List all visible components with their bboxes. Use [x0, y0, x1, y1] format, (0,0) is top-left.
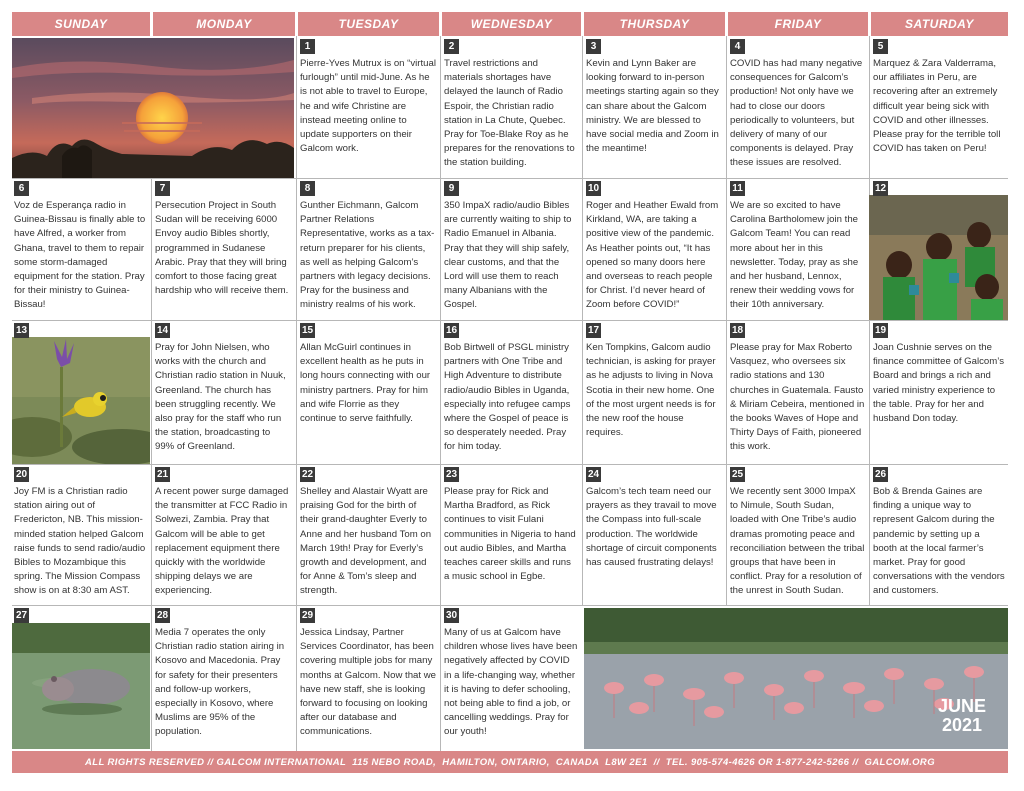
day-text: Galcom’s tech team need our prayers as they travail to move the Compass into full-scale production. The worldwide shortage of circuit components has caused frustrating delays!: [586, 486, 717, 569]
day-cell: [584, 465, 725, 605]
day-cell: [298, 606, 439, 751]
month-label: JUNE: [937, 696, 986, 716]
bird-flower-photo: [12, 337, 150, 464]
day-number: 15: [301, 325, 314, 336]
day-cell: [12, 321, 151, 339]
day-text: COVID has had many negative consequences for Galcom’s production! Not only have we had to close our doors periodically to volunteers, but delivery of many of our components is delayed. Pray these issues are resolved.: [730, 58, 863, 169]
grid-line: [440, 36, 441, 751]
day-number: 10: [587, 183, 600, 194]
day-text: Shelley and Alastair Wyatt are praising God for the birth of their grand-daughter Everly to Anne and her husband Tom on March 19th! Pray for Everly’s growth and development, and for Anne & Tom’s sleep and strength.: [300, 486, 432, 597]
day-cell: [442, 37, 581, 178]
grid-line: [296, 36, 297, 751]
hippo-photo: [12, 623, 150, 749]
day-number: 2: [444, 39, 459, 54]
day-cell: [442, 465, 581, 605]
day-text: Bob & Brenda Gaines are finding a unique way to represent Galcom during the pandemic by setting up a booth at the local farmer’s market. Pray for good conversations with the vendors and customers.: [873, 486, 1005, 597]
day-text: Please pray for Rick and Martha Bradford, as Rick continues to visit Fulani communities in Nigeria to hand out audio Bibles, and Martha teaches career skills and runs a music school in Egbe.: [444, 486, 576, 583]
year-label: 2021: [941, 715, 983, 735]
header-monday: MONDAY: [153, 12, 295, 36]
header-thursday: THURSDAY: [584, 12, 725, 36]
day-cell: [584, 321, 725, 464]
day-number: 25: [731, 469, 744, 480]
grid-line: [151, 178, 152, 751]
day-text: Kevin and Lynn Baker are looking forward to in-person meetings starting again so they can share about the Galcom ministry. We are blessed to have social media and Zoom in the meantime!: [586, 58, 719, 155]
day-text: 350 ImpaX radio/audio Bibles are currently waiting to ship to Radio Emanuel in Albania. Pray that they will ship safely, clear customs, and that the Lord will use them to reach many Albanians with the Gospel.: [444, 200, 572, 311]
day-number: 8: [300, 181, 315, 196]
day-text: Joan Cushnie serves on the finance committee of Galcom’s Board and brings a rich and varied ministry experience to the table. Pray for her and husband Don today.: [873, 342, 1004, 425]
day-cell: [298, 37, 439, 178]
day-text: Please pray for Max Roberto Vasquez, who oversees six radio stations and 130 churches in Guatemala. Fausto & Miriam Cebeira, mentioned in the books Waves of Hope and Thirty Days of Faith, pioneered this work.: [730, 342, 865, 453]
day-text: Voz de Esperança radio in Guinea-Bissau is finally able to have Alfred, a worker from Ghana, travel to them to repair some storm-damaged equipment for the station. Pray for their ministry to Guinea-Bissau!: [14, 200, 146, 311]
day-text: Roger and Heather Ewald from Kirkland, WA, are taking a positive view of the pandemic. As Heather points out, “It has opened so many doors here and overseas to reach people for Christ. I’d never heard of Zoom before COVID!”: [586, 200, 719, 311]
day-cell: [871, 321, 1008, 464]
grid-line: [726, 36, 727, 606]
day-cell: [728, 179, 868, 320]
day-number: 27: [15, 610, 28, 621]
day-cell: [12, 179, 151, 320]
day-number: 14: [156, 325, 169, 336]
day-number: 6: [14, 181, 29, 196]
day-text: Travel restrictions and materials shortages have delayed the launch of Radio Espoir, the Christian radio station in La Chute, Quebec. Pray for Toe-Blake Roy as he prepares for the renovations to the station building.: [444, 58, 575, 169]
header-friday: FRIDAY: [728, 12, 868, 36]
day-cell: [298, 321, 439, 464]
day-number: 19: [874, 325, 887, 336]
day-number: 16: [445, 325, 458, 336]
header-saturday: SATURDAY: [871, 12, 1008, 36]
day-text: Jessica Lindsay, Partner Services Coordinator, has been covering multiple jobs for many months at Galcom. Now that we have new staff, she is looking forward to focusing on looking after our database and communications.: [300, 627, 436, 738]
day-number: 20: [15, 469, 28, 480]
day-text: Joy FM is a Christian radio station airing out of Fredericton, NB. This mission-minded station helped Galcom raise funds to send radio/audio Bibles to Mozambique this spring. The Mission Compass show is on at 8:30 am AST.: [14, 486, 146, 597]
day-number: 11: [730, 181, 745, 196]
day-text: Pray for John Nielsen, who works with the church and Christian radio station in Nuuk, Greenland. The church has been struggling recently. We also pray for the staff who run the station, broadcasting to 99% of Greenland.: [155, 342, 286, 453]
day-number: 9: [444, 181, 459, 196]
children-photo: [869, 195, 1008, 320]
day-text: Marquez & Zara Valderrama, our affiliates in Peru, are recovering after an extremely difficult year being sick with COVID and other illnesses. Please pray for the terrible toll COVID has taken on Peru!: [873, 58, 1001, 155]
day-number: 29: [301, 610, 314, 621]
day-text: Gunther Eichmann, Galcom Partner Relations Representative, works as a tax-return preparer for his clients, as well as helping Galcom’s partners with legacy decisions. Pray for the business and ministry realms of his work.: [300, 200, 435, 311]
day-text: Ken Tompkins, Galcom audio technician, is asking for prayer as he adjusts to living in Nova Scotia in their new home. One of the most urgent needs is for the new roof the house requires.: [586, 342, 716, 439]
sunset-photo: [12, 38, 294, 178]
day-number: 28: [156, 610, 169, 621]
day-cell: [153, 465, 295, 605]
day-number: 26: [874, 469, 887, 480]
day-number: 1: [300, 39, 315, 54]
day-number: 7: [155, 181, 170, 196]
day-text: Allan McGuirl continues in excellent health as he puts in long hours connecting with our ministry partners. Pray for him and wife Florrie as they continue to serve faithfully.: [300, 342, 431, 425]
day-number: 30: [445, 610, 458, 621]
day-text: We are so excited to have Carolina Bartholomew join the Galcom Team! You can read more about her in this newsletter. Today, pray as she and her husband, Lennox, renew their wedding vows for their 10th anniversary.: [730, 200, 859, 311]
day-cell: [871, 37, 1008, 178]
day-cell: [584, 179, 725, 320]
day-text: A recent power surge damaged the transmitter at FCC Radio in Solwezi, Zambia. Pray that Galcom will be able to get replacement equipment there quickly with the worldwide shipping delays we are experiencing.: [155, 486, 289, 597]
grid-line: [869, 36, 870, 606]
day-cell: [728, 37, 868, 178]
day-number: 21: [156, 469, 169, 480]
day-text: Pierre-Yves Mutrux is on “virtual furlough” until mid-June. As he is not able to travel to Europe, he and wife Christine are instead meeting online to update supporters on their Galcom work.: [300, 58, 436, 155]
day-number: 12: [874, 183, 887, 194]
day-number: 23: [445, 469, 458, 480]
day-cell: [442, 606, 581, 751]
header-tuesday: TUESDAY: [298, 12, 439, 36]
month-year-label: [938, 697, 986, 735]
day-cell: [871, 179, 1008, 197]
day-number: 4: [730, 39, 745, 54]
day-cell: [728, 465, 868, 605]
day-text: Bob Birtwell of PSGL ministry partners with One Tribe and High Adventure to distribute radio/audio Bibles in Uganda, especially into refugee camps where the Gospel of peace is so desperately needed. Pray for him today.: [444, 342, 571, 453]
day-number: 22: [301, 469, 314, 480]
header-sunday: SUNDAY: [12, 12, 150, 36]
day-cell: [871, 465, 1008, 605]
day-cell: [728, 321, 868, 464]
day-number: 3: [586, 39, 601, 54]
grid-line: [582, 36, 583, 606]
day-text: We recently sent 3000 ImpaX to Nimule, South Sudan, loaded with One Tribe’s audio dramas promoting peace and reconciliation between the tribal groups that have been in conflict. Pray for a resolution of the unrest in South Sudan.: [730, 486, 865, 597]
day-number: 5: [873, 39, 888, 54]
day-number: 24: [587, 469, 600, 480]
day-text: Persecution Project in South Sudan will be receiving 6000 Envoy audio Bibles shortly, programmed in Sudanese Arabic. Pray that they will bring comfort to those facing great hardship who will receive them.: [155, 200, 289, 297]
day-cell: [584, 37, 725, 178]
day-number: 13: [15, 325, 28, 336]
day-cell: [153, 606, 295, 751]
day-cell: [442, 321, 581, 464]
header-wednesday: WEDNESDAY: [442, 12, 581, 36]
day-cell: [153, 321, 295, 464]
flamingo-photo: [584, 608, 1008, 749]
day-cell: [12, 606, 151, 624]
day-cell: [298, 179, 439, 320]
day-number: 18: [731, 325, 744, 336]
day-cell: [153, 179, 295, 320]
day-text: Media 7 operates the only Christian radio station airing in Kosovo and Macedonia. Pray for safety for their presenters and follow-up workers, especially in Kosovo, where Muslims are 95% of the population.: [155, 627, 285, 738]
footer-bar: ALL RIGHTS RESERVED // GALCOM INTERNATIONAL 115 NEBO ROAD, HAMILTON, ONTARIO, CANADA L8W 2E1 // TEL. 905-574-4626 OR 1-877-242-5266 // GALCOM.ORG: [12, 751, 1008, 773]
day-cell: [298, 465, 439, 605]
day-text: Many of us at Galcom have children whose lives have been negatively affected by COVID in a life-changing way, whether it is having to defer schooling, not being able to find a job, or cancelling weddings. Pray for our youth!: [444, 627, 578, 738]
day-cell: [12, 465, 151, 605]
day-cell: [442, 179, 581, 320]
day-number: 17: [587, 325, 600, 336]
